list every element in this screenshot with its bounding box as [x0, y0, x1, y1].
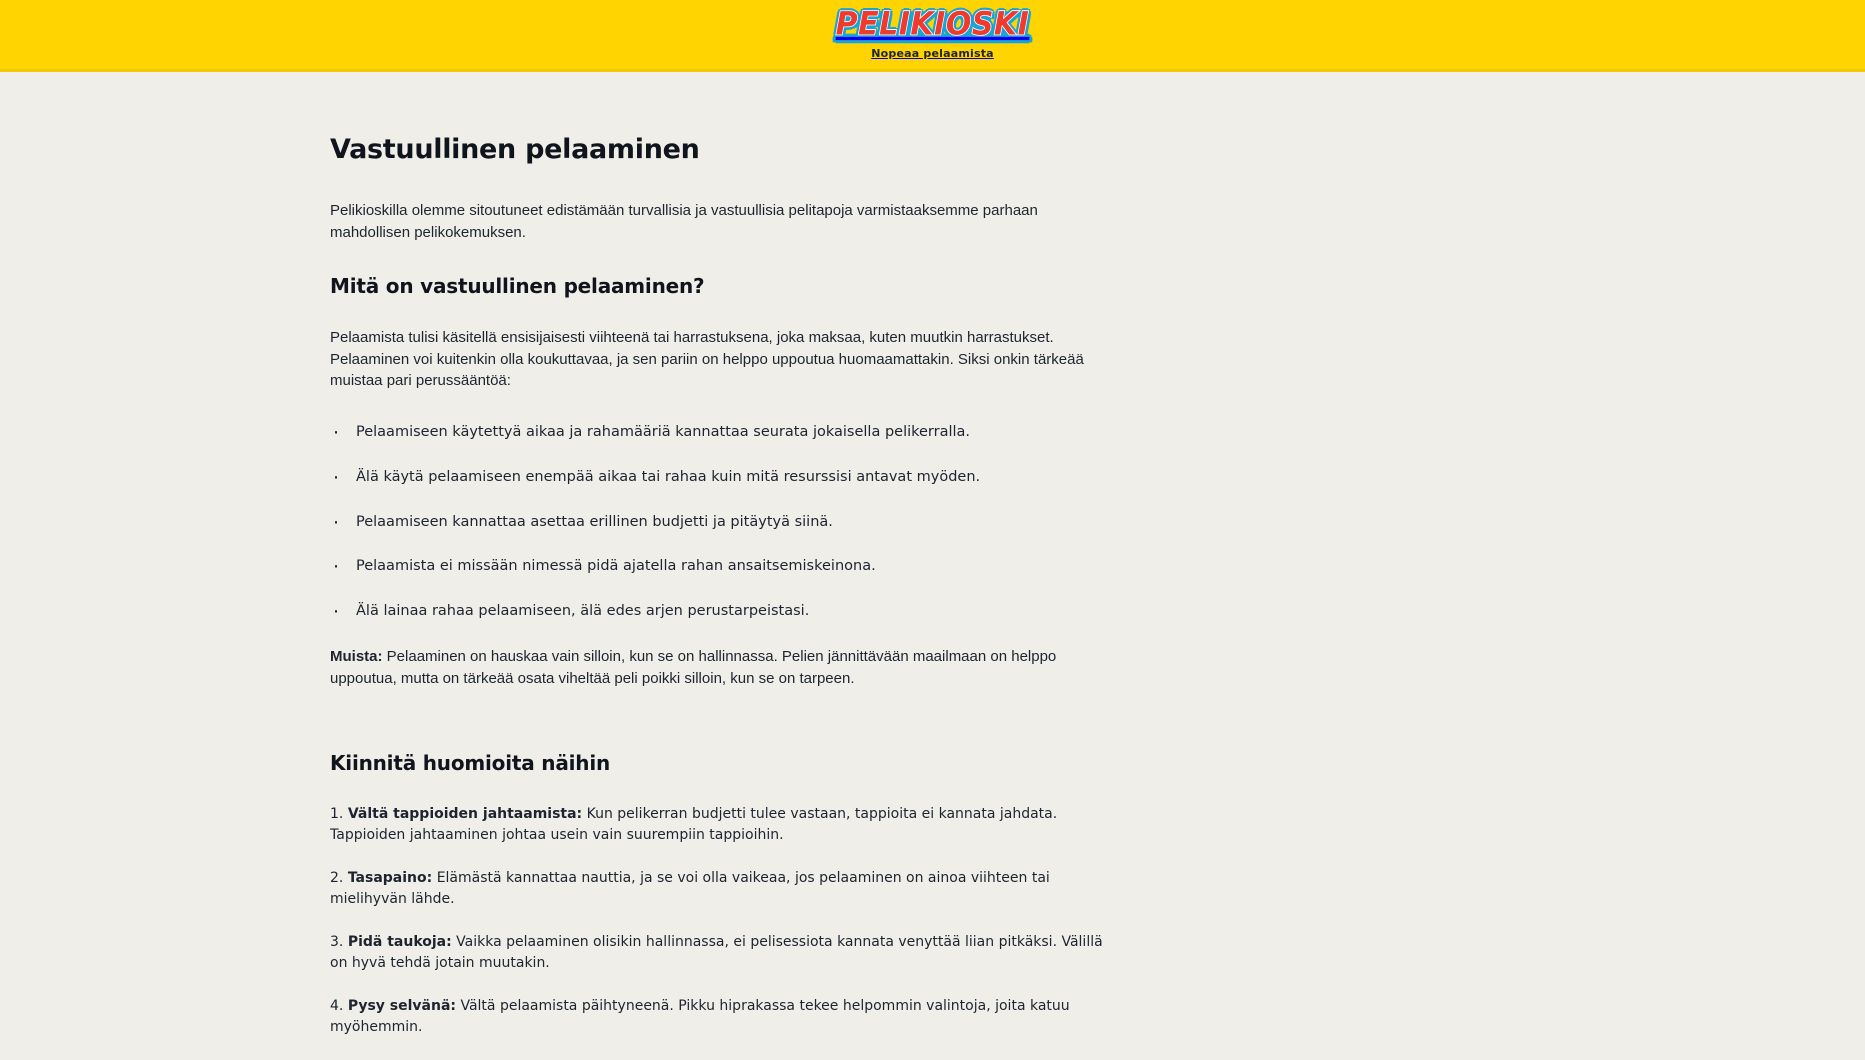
content-column: [330, 72, 1250, 1038]
page-body: [0, 72, 1865, 1038]
tip-text: Kun pelikerran budjetti tulee vastaan, tappioita ei kannata jahdata. Tappioiden jahtaaminen johtaa usein vain suurempiin tappioihin.: [330, 806, 1058, 844]
brand-logo-link[interactable]: [835, 5, 1030, 60]
remember-text: Pelaaminen on hauskaa vain silloin, kun se on hallinnassa. Pelien jännittävään maailmaan on helppo uppoutua, mutta on tärkeää osata viheltää peli poikki silloin, kun se on tarpeen.: [330, 647, 1057, 687]
tip-lead: Vältä tappioiden jahtaamista:: [347, 806, 583, 823]
remember-note: [330, 646, 1120, 690]
brand-tagline: Nopeaa pelaamista: [871, 47, 994, 60]
list-item: [330, 868, 1120, 910]
list-item: [330, 996, 1120, 1038]
brand-wordmark: PELIKIOSKI: [835, 5, 1030, 44]
list-item: · Älä käytä pelaamiseen enempää aikaa tai rahaa kuin mitä resurssisi antavat myöden.: [330, 467, 1250, 489]
section-title-what-is-responsible-gaming: Mitä on vastuullinen pelaaminen?: [330, 273, 705, 298]
list-item: · Pelaamiseen käytettyä aikaa ja rahamääriä kannattaa seurata jokaisella pelikerralla.: [330, 422, 1250, 444]
tips-list: [330, 804, 1250, 1038]
list-item: [330, 804, 1120, 846]
tip-lead: Pidä taukoja:: [347, 934, 452, 951]
list-item: · Pelaamiseen kannattaa asettaa erillinen budjetti ja pitäytyä siinä.: [330, 512, 1250, 534]
list-item: [330, 932, 1120, 974]
page-title: Vastuullinen pelaaminen: [330, 134, 700, 165]
tip-lead: Pysy selvänä:: [347, 998, 457, 1015]
tip-number: 3.: [330, 934, 344, 951]
list-item: · Älä lainaa rahaa pelaamiseen, älä edes arjen perustarpeistasi.: [330, 601, 1250, 623]
tip-number: 2.: [330, 870, 344, 887]
site-header: [0, 0, 1865, 72]
list-item: · Pelaamista ei missään nimessä pidä ajatella rahan ansaitsemiskeinona.: [330, 556, 1250, 578]
tip-number: 4.: [330, 998, 344, 1015]
remember-label: Muista:: [330, 647, 383, 665]
section-what-paragraph: Pelaamista tulisi käsitellä ensisijaisesti viihteenä tai harrastuksena, joka maksaa, kuten muutkin harrastukset. Pelaaminen voi kuitenkin olla koukuttavaa, ja sen pariin on helppo uppoutua huomaamattakin. Siksi onkin tärkeää muistaa pari perussääntöä:: [330, 328, 1084, 390]
tip-text: Elämästä kannattaa nauttia, ja se voi olla vaikeaa, jos pelaaminen on ainoa viihteen tai mielihyvän lähde.: [330, 870, 1050, 908]
tip-text: Vältä pelaamista päihtyneenä. Pikku hiprakassa tekee helpommin valintoja, joita katuu myöhemmin.: [330, 998, 1070, 1036]
tip-number: 1.: [330, 806, 344, 823]
rules-list: [330, 422, 1250, 623]
tip-text: Vaikka pelaaminen olisikin hallinnassa, ei pelisessiota kannata venyttää liian pitkäksi. Välillä on hyvä tehdä jotain muutakin.: [330, 934, 1103, 972]
intro-paragraph: Pelikioskilla olemme sitoutuneet edistämään turvallisia ja vastuullisia pelitapoja varmistaaksemme parhaan mahdollisen pelikokemuksen.: [330, 202, 1038, 242]
tip-lead: Tasapaino:: [347, 870, 433, 887]
section-title-pay-attention: Kiinnitä huomioita näihin: [330, 751, 611, 776]
